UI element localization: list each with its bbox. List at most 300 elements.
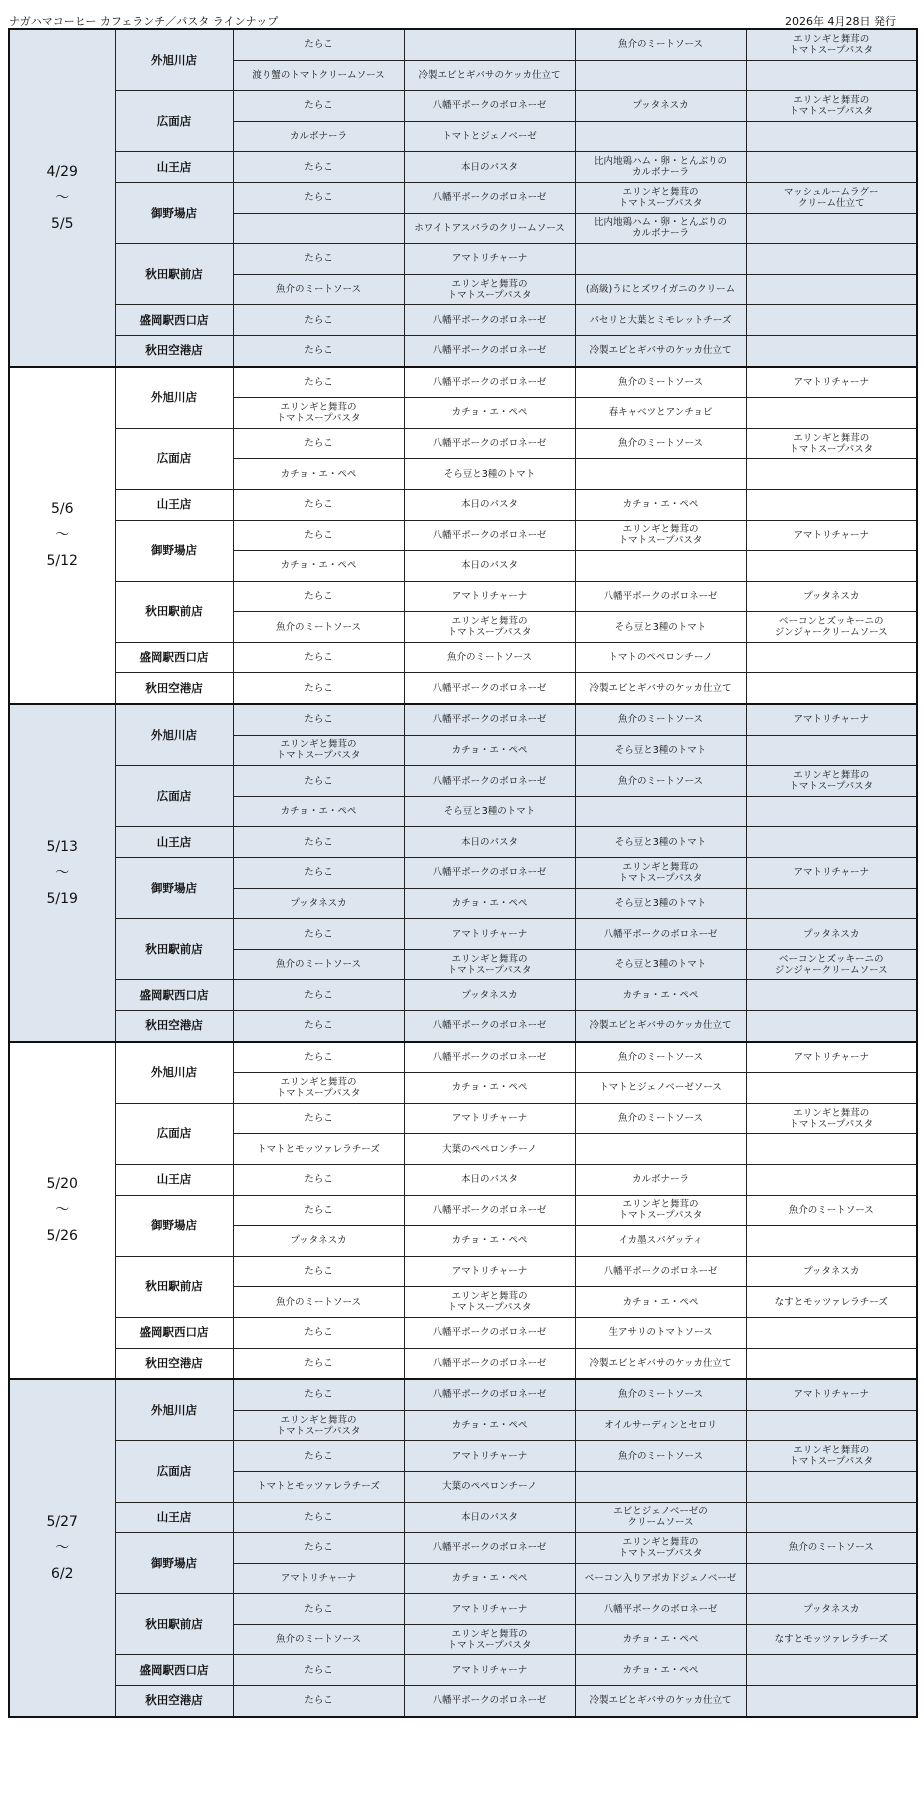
menu-item-cell: カチョ・エ・ペペ <box>404 398 575 429</box>
store-name: 御野場店 <box>115 1533 233 1594</box>
week-block <box>9 1042 917 1380</box>
pasta-lineup-table <box>8 28 918 1718</box>
menu-item-cell: 大葉のペペロンチーノ <box>404 1471 575 1502</box>
menu-item-cell: そら豆と3種のトマト <box>575 612 746 643</box>
menu-item-cell: たらこ <box>233 673 404 704</box>
menu-item-cell <box>746 489 917 520</box>
menu-item-cell: トマトのペペロンチーノ <box>575 642 746 673</box>
store-name: 外旭川店 <box>115 1379 233 1441</box>
menu-item-cell: エビとジェノベーゼの クリームソース <box>575 1502 746 1533</box>
menu-item-cell: 魚介のミートソース <box>575 29 746 60</box>
menu-item-cell <box>575 1471 746 1502</box>
menu-item-cell: 八幡平ポークのボロネーゼ <box>404 704 575 735</box>
menu-item-cell: アマトリチャーナ <box>746 520 917 551</box>
menu-item-cell <box>746 1011 917 1042</box>
store-name: 広面店 <box>115 91 233 152</box>
menu-item-cell: カチョ・エ・ペペ <box>404 1563 575 1594</box>
menu-item-cell: プッタネスカ <box>233 1226 404 1257</box>
menu-item-cell: たらこ <box>233 1195 404 1226</box>
store-name: 盛岡駅西口店 <box>115 980 233 1011</box>
table-row <box>9 704 917 735</box>
menu-item-cell: 魚介のミートソース <box>404 642 575 673</box>
store-name: 秋田空港店 <box>115 1011 233 1042</box>
menu-item-cell: カチョ・エ・ペペ <box>233 796 404 827</box>
menu-item-cell <box>746 1348 917 1379</box>
menu-item-cell: ベーコンとズッキーニの ジンジャークリームソース <box>746 949 917 980</box>
menu-item-cell: エリンギと舞茸の トマトスープパスタ <box>575 858 746 889</box>
menu-item-cell: 八幡平ポークのボロネーゼ <box>404 858 575 889</box>
table-row <box>9 642 917 673</box>
store-name: 盛岡駅西口店 <box>115 305 233 336</box>
table-row <box>9 335 917 366</box>
menu-item-cell: エリンギと舞茸の トマトスープパスタ <box>746 1103 917 1134</box>
menu-item-cell: パセリと大葉とミモレットチーズ <box>575 305 746 336</box>
table-row <box>9 1164 917 1195</box>
table-row <box>9 1594 917 1625</box>
table-row <box>9 489 917 520</box>
menu-item-cell: 八幡平ポークのボロネーゼ <box>404 766 575 797</box>
menu-item-cell: カチョ・エ・ペペ <box>575 1655 746 1686</box>
menu-item-cell: 冷製エビとギバサのケッカ仕立て <box>404 60 575 91</box>
store-name: 秋田空港店 <box>115 1686 233 1717</box>
store-name: 山王店 <box>115 489 233 520</box>
period-start: 5/6 <box>50 501 74 518</box>
menu-item-cell <box>575 459 746 490</box>
menu-item-cell: 八幡平ポークのボロネーゼ <box>575 1594 746 1625</box>
menu-item-cell: ベーコン入りアボカドジェノベーゼ <box>575 1563 746 1594</box>
menu-item-cell: 八幡平ポークのボロネーゼ <box>575 919 746 950</box>
menu-item-cell: 八幡平ポークのボロネーゼ <box>404 182 575 213</box>
menu-item-cell: たらこ <box>233 244 404 275</box>
store-name: 広面店 <box>115 1103 233 1164</box>
menu-item-cell: たらこ <box>233 919 404 950</box>
period-end: 5/12 <box>46 553 78 570</box>
menu-item-cell: たらこ <box>233 1042 404 1073</box>
menu-item-cell: エリンギと舞茸の トマトスープパスタ <box>404 949 575 980</box>
menu-item-cell: 魚介のミートソース <box>575 1042 746 1073</box>
menu-item-cell: 八幡平ポークのボロネーゼ <box>404 1379 575 1410</box>
menu-item-cell: たらこ <box>233 1379 404 1410</box>
week-period <box>9 1042 115 1380</box>
period-end: 6/2 <box>50 1565 74 1582</box>
menu-item-cell <box>746 1686 917 1717</box>
store-name: 秋田空港店 <box>115 1348 233 1379</box>
week-block <box>9 29 917 367</box>
menu-item-cell <box>575 244 746 275</box>
menu-item-cell: エリンギと舞茸の トマトスープパスタ <box>404 1287 575 1318</box>
week-period <box>9 367 115 705</box>
menu-item-cell: 魚介のミートソース <box>746 1533 917 1564</box>
menu-item-cell: アマトリチャーナ <box>404 1594 575 1625</box>
table-row <box>9 1379 917 1410</box>
store-name: 広面店 <box>115 766 233 827</box>
menu-item-cell: プッタネスカ <box>746 919 917 950</box>
store-name: 外旭川店 <box>115 704 233 766</box>
store-name: 秋田空港店 <box>115 673 233 704</box>
menu-item-cell: 八幡平ポークのボロネーゼ <box>404 1042 575 1073</box>
menu-item-cell: 魚介のミートソース <box>575 367 746 398</box>
menu-item-cell: なすとモッツァレラチーズ <box>746 1624 917 1655</box>
menu-item-cell: 比内地鶏ハム・卵・とんぶりの カルボナーラ <box>575 152 746 183</box>
menu-item-cell: エリンギと舞茸の トマトスープパスタ <box>404 612 575 643</box>
table-row <box>9 980 917 1011</box>
menu-item-cell: 八幡平ポークのボロネーゼ <box>404 305 575 336</box>
menu-item-cell <box>746 244 917 275</box>
menu-item-cell: そら豆と3種のトマト <box>404 459 575 490</box>
period-end: 5/26 <box>46 1228 78 1245</box>
week-period <box>9 1379 115 1717</box>
menu-item-cell: たらこ <box>233 1686 404 1717</box>
menu-item-cell: 大葉のペペロンチーノ <box>404 1134 575 1165</box>
store-name: 秋田駅前店 <box>115 919 233 980</box>
menu-item-cell <box>746 1317 917 1348</box>
menu-item-cell: 渡り蟹のトマトクリームソース <box>233 60 404 91</box>
menu-item-cell: 八幡平ポークのボロネーゼ <box>404 1348 575 1379</box>
menu-item-cell: たらこ <box>233 1502 404 1533</box>
week-block <box>9 367 917 705</box>
menu-item-cell: 八幡平ポークのボロネーゼ <box>404 335 575 366</box>
menu-item-cell: イカ墨スパゲッティ <box>575 1226 746 1257</box>
menu-item-cell: カチョ・エ・ペペ <box>404 1226 575 1257</box>
menu-item-cell: 八幡平ポークのボロネーゼ <box>575 581 746 612</box>
store-name: 広面店 <box>115 428 233 489</box>
period-start: 5/13 <box>46 838 78 855</box>
table-row <box>9 520 917 551</box>
menu-item-cell: そら豆と3種のトマト <box>404 796 575 827</box>
menu-item-cell: カチョ・エ・ペペ <box>404 1410 575 1441</box>
table-row <box>9 152 917 183</box>
store-name: 山王店 <box>115 827 233 858</box>
table-row <box>9 919 917 950</box>
menu-item-cell: そら豆と3種のトマト <box>575 949 746 980</box>
menu-item-cell: トマトとジェノベーゼソース <box>575 1073 746 1104</box>
menu-item-cell: (高級)うにとズワイガニのクリーム <box>575 274 746 305</box>
menu-item-cell: カチョ・エ・ペペ <box>575 980 746 1011</box>
menu-item-cell <box>746 1655 917 1686</box>
table-row <box>9 1256 917 1287</box>
menu-item-cell: たらこ <box>233 642 404 673</box>
menu-item-cell: 八幡平ポークのボロネーゼ <box>404 1195 575 1226</box>
table-row <box>9 1011 917 1042</box>
menu-item-cell: 本日のパスタ <box>404 827 575 858</box>
menu-item-cell: トマトとモッツァレラチーズ <box>233 1471 404 1502</box>
menu-item-cell: 魚介のミートソース <box>746 1195 917 1226</box>
menu-item-cell: 本日のパスタ <box>404 152 575 183</box>
table-row <box>9 305 917 336</box>
menu-item-cell: そら豆と3種のトマト <box>575 888 746 919</box>
store-name: 盛岡駅西口店 <box>115 1317 233 1348</box>
menu-item-cell <box>746 60 917 91</box>
menu-item-cell <box>746 1134 917 1165</box>
menu-item-cell: 八幡平ポークのボロネーゼ <box>404 367 575 398</box>
menu-item-cell: カチョ・エ・ペペ <box>404 735 575 766</box>
menu-item-cell <box>746 888 917 919</box>
menu-item-cell <box>746 1471 917 1502</box>
menu-item-cell: アマトリチャーナ <box>404 1441 575 1472</box>
store-name: 秋田駅前店 <box>115 1594 233 1655</box>
menu-item-cell: エリンギと舞茸の トマトスープパスタ <box>575 520 746 551</box>
menu-item-cell: ホワイトアスパラのクリームソース <box>404 213 575 244</box>
menu-item-cell: たらこ <box>233 827 404 858</box>
menu-item-cell: たらこ <box>233 1164 404 1195</box>
menu-item-cell: 八幡平ポークのボロネーゼ <box>404 1317 575 1348</box>
table-row <box>9 1502 917 1533</box>
menu-item-cell <box>746 152 917 183</box>
store-name: 外旭川店 <box>115 367 233 429</box>
period-end: 5/5 <box>50 215 74 232</box>
menu-item-cell: 魚介のミートソース <box>233 1624 404 1655</box>
menu-item-cell: 魚介のミートソース <box>575 428 746 459</box>
menu-item-cell <box>746 459 917 490</box>
menu-item-cell: カルボナーラ <box>233 121 404 152</box>
menu-item-cell: エリンギと舞茸の トマトスープパスタ <box>233 1073 404 1104</box>
menu-item-cell: トマトとジェノベーゼ <box>404 121 575 152</box>
menu-item-cell: 魚介のミートソース <box>575 704 746 735</box>
menu-item-cell: たらこ <box>233 489 404 520</box>
menu-item-cell: アマトリチャーナ <box>404 244 575 275</box>
menu-item-cell <box>746 980 917 1011</box>
table-row <box>9 1441 917 1472</box>
menu-item-cell: エリンギと舞茸の トマトスープパスタ <box>233 1410 404 1441</box>
menu-item-cell: 本日のパスタ <box>404 1164 575 1195</box>
store-name: 盛岡駅西口店 <box>115 642 233 673</box>
menu-item-cell: たらこ <box>233 1256 404 1287</box>
menu-item-cell: カチョ・エ・ペペ <box>575 1287 746 1318</box>
table-row <box>9 1042 917 1073</box>
table-row <box>9 1348 917 1379</box>
table-row <box>9 428 917 459</box>
menu-item-cell <box>746 796 917 827</box>
table-row <box>9 1317 917 1348</box>
table-row <box>9 182 917 213</box>
menu-item-cell <box>746 1410 917 1441</box>
table-row <box>9 1103 917 1134</box>
table-row <box>9 827 917 858</box>
table-row <box>9 1686 917 1717</box>
store-name: 外旭川店 <box>115 1042 233 1104</box>
menu-item-cell: 八幡平ポークのボロネーゼ <box>404 1011 575 1042</box>
menu-item-cell: たらこ <box>233 335 404 366</box>
menu-item-cell: 本日のパスタ <box>404 1502 575 1533</box>
table-row <box>9 673 917 704</box>
table-row <box>9 91 917 122</box>
table-row <box>9 581 917 612</box>
menu-item-cell: 八幡平ポークのボロネーゼ <box>404 1686 575 1717</box>
menu-item-cell: アマトリチャーナ <box>746 367 917 398</box>
store-name: 御野場店 <box>115 182 233 243</box>
menu-item-cell: アマトリチャーナ <box>746 1042 917 1073</box>
menu-item-cell: 冷製エビとギバサのケッカ仕立て <box>575 673 746 704</box>
menu-item-cell <box>746 1563 917 1594</box>
document-title: ナガハマコーヒー カフェランチ／パスタ ラインナップ <box>9 15 279 28</box>
menu-item-cell: たらこ <box>233 1655 404 1686</box>
week-block <box>9 1379 917 1717</box>
period-start: 5/20 <box>46 1176 78 1193</box>
menu-item-cell: エリンギと舞茸の トマトスープパスタ <box>404 274 575 305</box>
table-row <box>9 244 917 275</box>
menu-item-cell: なすとモッツァレラチーズ <box>746 1287 917 1318</box>
menu-item-cell: アマトリチャーナ <box>404 919 575 950</box>
menu-item-cell: 魚介のミートソース <box>575 1441 746 1472</box>
menu-item-cell: 魚介のミートソース <box>575 766 746 797</box>
menu-item-cell: エリンギと舞茸の トマトスープパスタ <box>575 182 746 213</box>
menu-item-cell <box>746 673 917 704</box>
table-row <box>9 766 917 797</box>
menu-item-cell: そら豆と3種のトマト <box>575 735 746 766</box>
store-name: 秋田駅前店 <box>115 1256 233 1317</box>
menu-item-cell: 魚介のミートソース <box>575 1103 746 1134</box>
period-start: 5/27 <box>46 1513 78 1530</box>
store-name: 広面店 <box>115 1441 233 1502</box>
menu-item-cell: プッタネスカ <box>233 888 404 919</box>
menu-item-cell: カチョ・エ・ペペ <box>575 1624 746 1655</box>
menu-item-cell: カルボナーラ <box>575 1164 746 1195</box>
menu-item-cell: エリンギと舞茸の トマトスープパスタ <box>746 29 917 60</box>
store-name: 外旭川店 <box>115 29 233 91</box>
menu-item-cell: たらこ <box>233 152 404 183</box>
menu-item-cell: 八幡平ポークのボロネーゼ <box>404 520 575 551</box>
issue-date: 2026年 4月28日 発行 <box>785 15 896 28</box>
menu-item-cell <box>746 335 917 366</box>
menu-item-cell: アマトリチャーナ <box>746 1379 917 1410</box>
menu-item-cell: エリンギと舞茸の トマトスープパスタ <box>233 398 404 429</box>
menu-item-cell: 冷製エビとギバサのケッカ仕立て <box>575 335 746 366</box>
menu-item-cell <box>746 735 917 766</box>
menu-item-cell: 生アサリのトマトソース <box>575 1317 746 1348</box>
menu-item-cell: アマトリチャーナ <box>746 858 917 889</box>
menu-item-cell <box>746 398 917 429</box>
menu-item-cell: アマトリチャーナ <box>404 1103 575 1134</box>
menu-item-cell: トマトとモッツァレラチーズ <box>233 1134 404 1165</box>
menu-item-cell: そら豆と3種のトマト <box>575 827 746 858</box>
menu-item-cell: 春キャベツとアンチョビ <box>575 398 746 429</box>
menu-item-cell: 魚介のミートソース <box>233 274 404 305</box>
menu-item-cell <box>746 305 917 336</box>
menu-item-cell: たらこ <box>233 1594 404 1625</box>
menu-item-cell: エリンギと舞茸の トマトスープパスタ <box>404 1624 575 1655</box>
menu-item-cell: カチョ・エ・ペペ <box>404 1073 575 1104</box>
menu-item-cell: 八幡平ポークのボロネーゼ <box>404 1533 575 1564</box>
period-end: 5/19 <box>46 890 78 907</box>
store-name: 御野場店 <box>115 520 233 581</box>
menu-item-cell: アマトリチャーナ <box>404 1256 575 1287</box>
period-separator: ～ <box>55 527 70 544</box>
menu-item-cell: カチョ・エ・ペペ <box>233 551 404 582</box>
menu-item-cell: たらこ <box>233 581 404 612</box>
menu-item-cell: エリンギと舞茸の トマトスープパスタ <box>746 1441 917 1472</box>
menu-item-cell: 本日のパスタ <box>404 489 575 520</box>
menu-item-cell: カチョ・エ・ペペ <box>575 489 746 520</box>
menu-item-cell: アマトリチャーナ <box>746 704 917 735</box>
period-start: 4/29 <box>46 163 78 180</box>
menu-item-cell <box>746 551 917 582</box>
menu-item-cell <box>746 121 917 152</box>
menu-item-cell: たらこ <box>233 91 404 122</box>
menu-item-cell: 冷製エビとギバサのケッカ仕立て <box>575 1686 746 1717</box>
store-name: 山王店 <box>115 1502 233 1533</box>
menu-item-cell: 冷製エビとギバサのケッカ仕立て <box>575 1011 746 1042</box>
menu-item-cell: たらこ <box>233 182 404 213</box>
menu-item-cell <box>575 796 746 827</box>
menu-item-cell <box>575 60 746 91</box>
week-period <box>9 704 115 1042</box>
menu-item-cell: 比内地鶏ハム・卵・とんぶりの カルボナーラ <box>575 213 746 244</box>
menu-item-cell: たらこ <box>233 1103 404 1134</box>
menu-item-cell: たらこ <box>233 29 404 60</box>
menu-item-cell: たらこ <box>233 367 404 398</box>
store-name: 秋田空港店 <box>115 335 233 366</box>
menu-item-cell: たらこ <box>233 520 404 551</box>
menu-item-cell: エリンギと舞茸の トマトスープパスタ <box>575 1195 746 1226</box>
menu-item-cell: エリンギと舞茸の トマトスープパスタ <box>233 735 404 766</box>
table-row <box>9 858 917 889</box>
week-period <box>9 29 115 367</box>
menu-item-cell: プッタネスカ <box>746 581 917 612</box>
store-name: 山王店 <box>115 152 233 183</box>
menu-item-cell: たらこ <box>233 1533 404 1564</box>
store-name: 御野場店 <box>115 1195 233 1256</box>
menu-item-cell: プッタネスカ <box>404 980 575 1011</box>
menu-item-cell <box>575 1134 746 1165</box>
store-name: 山王店 <box>115 1164 233 1195</box>
menu-item-cell <box>746 274 917 305</box>
menu-item-cell: プッタネスカ <box>746 1594 917 1625</box>
menu-item-cell: たらこ <box>233 1317 404 1348</box>
menu-item-cell: たらこ <box>233 305 404 336</box>
period-separator: ～ <box>55 864 70 881</box>
table-row <box>9 367 917 398</box>
store-name: 御野場店 <box>115 858 233 919</box>
menu-item-cell: たらこ <box>233 858 404 889</box>
menu-item-cell: エリンギと舞茸の トマトスープパスタ <box>746 766 917 797</box>
menu-item-cell: 冷製エビとギバサのケッカ仕立て <box>575 1348 746 1379</box>
menu-item-cell: アマトリチャーナ <box>404 581 575 612</box>
menu-item-cell <box>746 1226 917 1257</box>
menu-item-cell <box>746 213 917 244</box>
menu-item-cell: 八幡平ポークのボロネーゼ <box>575 1256 746 1287</box>
menu-item-cell <box>746 1164 917 1195</box>
menu-item-cell: たらこ <box>233 1348 404 1379</box>
store-name: 盛岡駅西口店 <box>115 1655 233 1686</box>
menu-item-cell: アマトリチャーナ <box>404 1655 575 1686</box>
table-row <box>9 1533 917 1564</box>
table-row <box>9 1655 917 1686</box>
menu-item-cell: エリンギと舞茸の トマトスープパスタ <box>746 428 917 459</box>
menu-item-cell <box>746 642 917 673</box>
menu-item-cell: 魚介のミートソース <box>575 1379 746 1410</box>
table-row <box>9 1195 917 1226</box>
menu-item-cell: 八幡平ポークのボロネーゼ <box>404 673 575 704</box>
menu-item-cell: エリンギと舞茸の トマトスープパスタ <box>575 1533 746 1564</box>
menu-item-cell: たらこ <box>233 428 404 459</box>
menu-item-cell: たらこ <box>233 704 404 735</box>
menu-item-cell <box>746 1502 917 1533</box>
menu-item-cell: 本日のパスタ <box>404 551 575 582</box>
menu-item-cell: 魚介のミートソース <box>233 949 404 980</box>
menu-item-cell: マッシュルームラグー クリーム仕立て <box>746 182 917 213</box>
menu-item-cell <box>404 29 575 60</box>
menu-item-cell <box>746 827 917 858</box>
table-row <box>9 29 917 60</box>
menu-item-cell <box>746 1073 917 1104</box>
menu-item-cell: 魚介のミートソース <box>233 1287 404 1318</box>
menu-item-cell: たらこ <box>233 980 404 1011</box>
menu-item-cell: 魚介のミートソース <box>233 612 404 643</box>
menu-item-cell: プッタネスカ <box>746 1256 917 1287</box>
period-separator: ～ <box>55 1202 70 1219</box>
period-separator: ～ <box>55 189 70 206</box>
menu-item-cell: 八幡平ポークのボロネーゼ <box>404 428 575 459</box>
